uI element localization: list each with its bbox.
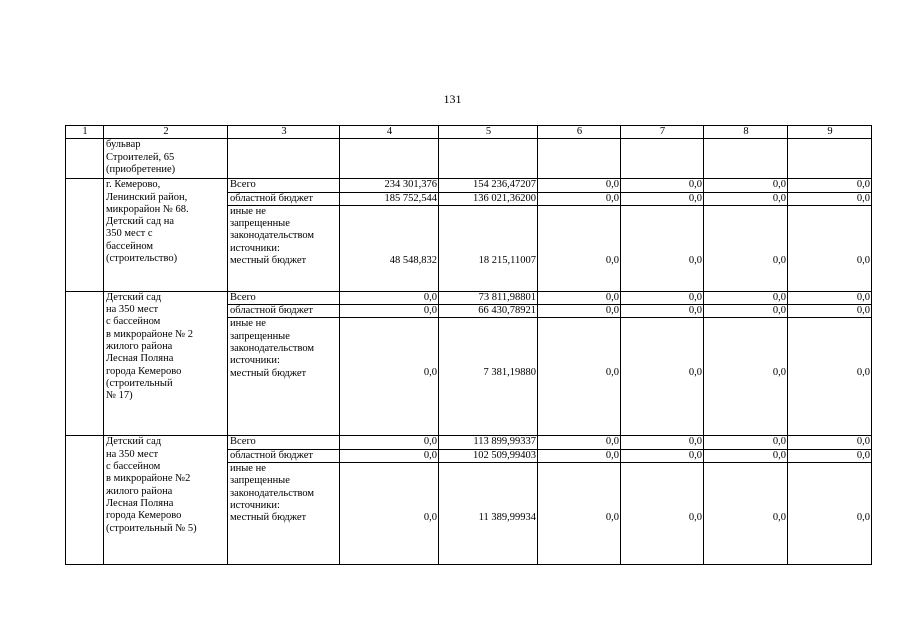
source-line: законодательством [230, 343, 315, 355]
object-name-line: Лесная Поляна [106, 353, 174, 365]
object-name-line: Детский сад на [106, 216, 174, 228]
object-name-line: г. Кемерово, [106, 179, 161, 191]
source-line: источники: [230, 355, 280, 367]
source-line: местный бюджет [230, 255, 307, 267]
value-cell: 0,0 [788, 305, 872, 318]
header-cell: 3 [228, 126, 340, 139]
object-name-line: бассейном [106, 240, 154, 252]
object-name-line: в микрорайоне № 2 [106, 328, 194, 340]
value-cell: 102 509,99403 [439, 449, 538, 462]
value-cell: 0,0 [621, 318, 704, 436]
object-name-line: (приобретение) [106, 163, 176, 175]
object-name-line: 350 мест с [106, 228, 153, 240]
value-cell: 0,0 [538, 179, 621, 192]
value-cell: 0,0 [788, 463, 872, 565]
value-cell: 0,0 [788, 436, 872, 449]
value-cell: 0,0 [788, 179, 872, 192]
object-name-cell [104, 179, 228, 292]
value-cell: 0,0 [704, 179, 788, 192]
object-name-line: города Кемерово [106, 510, 182, 522]
object-name-line: на 350 мест [106, 304, 159, 316]
source-line: иные не [230, 318, 266, 330]
value-cell: 0,0 [788, 291, 872, 304]
value-cell: 18 215,11007 [439, 205, 538, 291]
value-cell: 73 811,98801 [439, 291, 538, 304]
value-cell: 0,0 [704, 318, 788, 436]
source-cell [228, 463, 340, 565]
table-row [66, 291, 872, 304]
source-line: местный бюджет [230, 512, 307, 524]
value-cell: 0,0 [340, 463, 439, 565]
source-line: местный бюджет [230, 367, 307, 379]
object-name-line: Детский сад [106, 436, 162, 448]
object-name-line: Лесная Поляна [106, 497, 174, 509]
value-cell: 0,0 [704, 205, 788, 291]
value-cell: 0,0 [621, 291, 704, 304]
value-cell: 0,0 [704, 436, 788, 449]
object-name-line: бульвар [106, 139, 141, 151]
header-cell: 5 [439, 126, 538, 139]
value-cell: 0,0 [340, 291, 439, 304]
value-cell: 0,0 [704, 291, 788, 304]
source-cell: областной бюджет [228, 192, 340, 205]
source-cell: Всего [228, 291, 340, 304]
header-row [66, 126, 872, 139]
row-number-cell [66, 436, 104, 565]
object-name-line: Строителей, 65 [106, 151, 175, 163]
source-cell: областной бюджет [228, 305, 340, 318]
object-name-line: № 17) [106, 390, 133, 402]
object-name-line: с бассейном [106, 461, 161, 473]
source-line: источники: [230, 242, 280, 254]
object-name-line: на 350 мест [106, 448, 159, 460]
value-cell: 0,0 [621, 436, 704, 449]
value-cell: 11 389,99934 [439, 463, 538, 565]
source-cell: Всего [228, 179, 340, 192]
value-cell: 48 548,832 [340, 205, 439, 291]
header-cell: 8 [704, 126, 788, 139]
value-cell: 234 301,376 [340, 179, 439, 192]
table-row [66, 179, 872, 192]
value-cell: 0,0 [340, 318, 439, 436]
value-cell: 0,0 [788, 192, 872, 205]
empty-cell [538, 139, 621, 179]
source-line: иные не [230, 463, 266, 475]
value-cell: 0,0 [340, 436, 439, 449]
header-cell: 1 [66, 126, 104, 139]
object-name-line: с бассейном [106, 316, 161, 328]
object-name-line: микрорайон № 68. [106, 203, 189, 215]
object-name-line: в микрорайоне №2 [106, 473, 191, 485]
row-number-cell [66, 139, 104, 179]
value-cell: 0,0 [621, 205, 704, 291]
value-cell: 185 752,544 [340, 192, 439, 205]
header-cell: 9 [788, 126, 872, 139]
object-name-line: Детский сад [106, 291, 162, 303]
value-cell: 0,0 [538, 205, 621, 291]
value-cell: 0,0 [538, 291, 621, 304]
value-cell: 0,0 [704, 192, 788, 205]
source-cell: Всего [228, 436, 340, 449]
budget-table [65, 125, 872, 565]
value-cell: 0,0 [788, 205, 872, 291]
empty-cell [340, 139, 439, 179]
value-cell: 0,0 [621, 449, 704, 462]
value-cell: 0,0 [704, 305, 788, 318]
value-cell: 66 430,78921 [439, 305, 538, 318]
value-cell: 0,0 [621, 192, 704, 205]
source-cell [228, 318, 340, 436]
source-line: запрещенные [230, 330, 290, 342]
value-cell: 0,0 [621, 305, 704, 318]
value-cell: 154 236,47207 [439, 179, 538, 192]
source-line: законодательством [230, 230, 315, 242]
empty-cell [788, 139, 872, 179]
empty-cell [228, 139, 340, 179]
empty-cell [439, 139, 538, 179]
table-row [66, 436, 872, 449]
value-cell: 136 021,36200 [439, 192, 538, 205]
value-cell: 0,0 [538, 192, 621, 205]
continuation-row [66, 139, 872, 179]
value-cell: 0,0 [704, 463, 788, 565]
value-cell: 0,0 [788, 449, 872, 462]
value-cell: 0,0 [538, 449, 621, 462]
empty-cell [704, 139, 788, 179]
value-cell: 7 381,19880 [439, 318, 538, 436]
value-cell: 0,0 [340, 305, 439, 318]
object-name-line: Ленинский район, [106, 191, 188, 203]
object-name-line: (строительство) [106, 253, 178, 265]
value-cell: 113 899,99337 [439, 436, 538, 449]
object-name-cell [104, 139, 228, 179]
source-line: иные не [230, 205, 266, 217]
value-cell: 0,0 [704, 449, 788, 462]
source-line: законодательством [230, 487, 315, 499]
empty-cell [621, 139, 704, 179]
header-cell: 4 [340, 126, 439, 139]
source-line: запрещенные [230, 218, 290, 230]
value-cell: 0,0 [538, 463, 621, 565]
header-cell: 7 [621, 126, 704, 139]
value-cell: 0,0 [538, 436, 621, 449]
object-name-line: (строительный [106, 377, 173, 389]
object-name-line: жилого района [106, 485, 173, 497]
row-number-cell [66, 291, 104, 436]
source-line: источники: [230, 499, 280, 511]
object-name-line: (строительный № 5) [106, 522, 197, 534]
value-cell: 0,0 [788, 318, 872, 436]
source-cell [228, 205, 340, 291]
value-cell: 0,0 [538, 305, 621, 318]
object-name-cell [104, 291, 228, 436]
page-number: 131 [443, 92, 462, 106]
value-cell: 0,0 [340, 449, 439, 462]
row-number-cell [66, 179, 104, 292]
source-cell: областной бюджет [228, 449, 340, 462]
value-cell: 0,0 [621, 179, 704, 192]
header-cell: 2 [104, 126, 228, 139]
source-line: запрещенные [230, 475, 290, 487]
header-cell: 6 [538, 126, 621, 139]
object-name-line: жилого района [106, 341, 173, 353]
value-cell: 0,0 [538, 318, 621, 436]
object-name-line: города Кемерово [106, 365, 182, 377]
value-cell: 0,0 [621, 463, 704, 565]
object-name-cell [104, 436, 228, 565]
